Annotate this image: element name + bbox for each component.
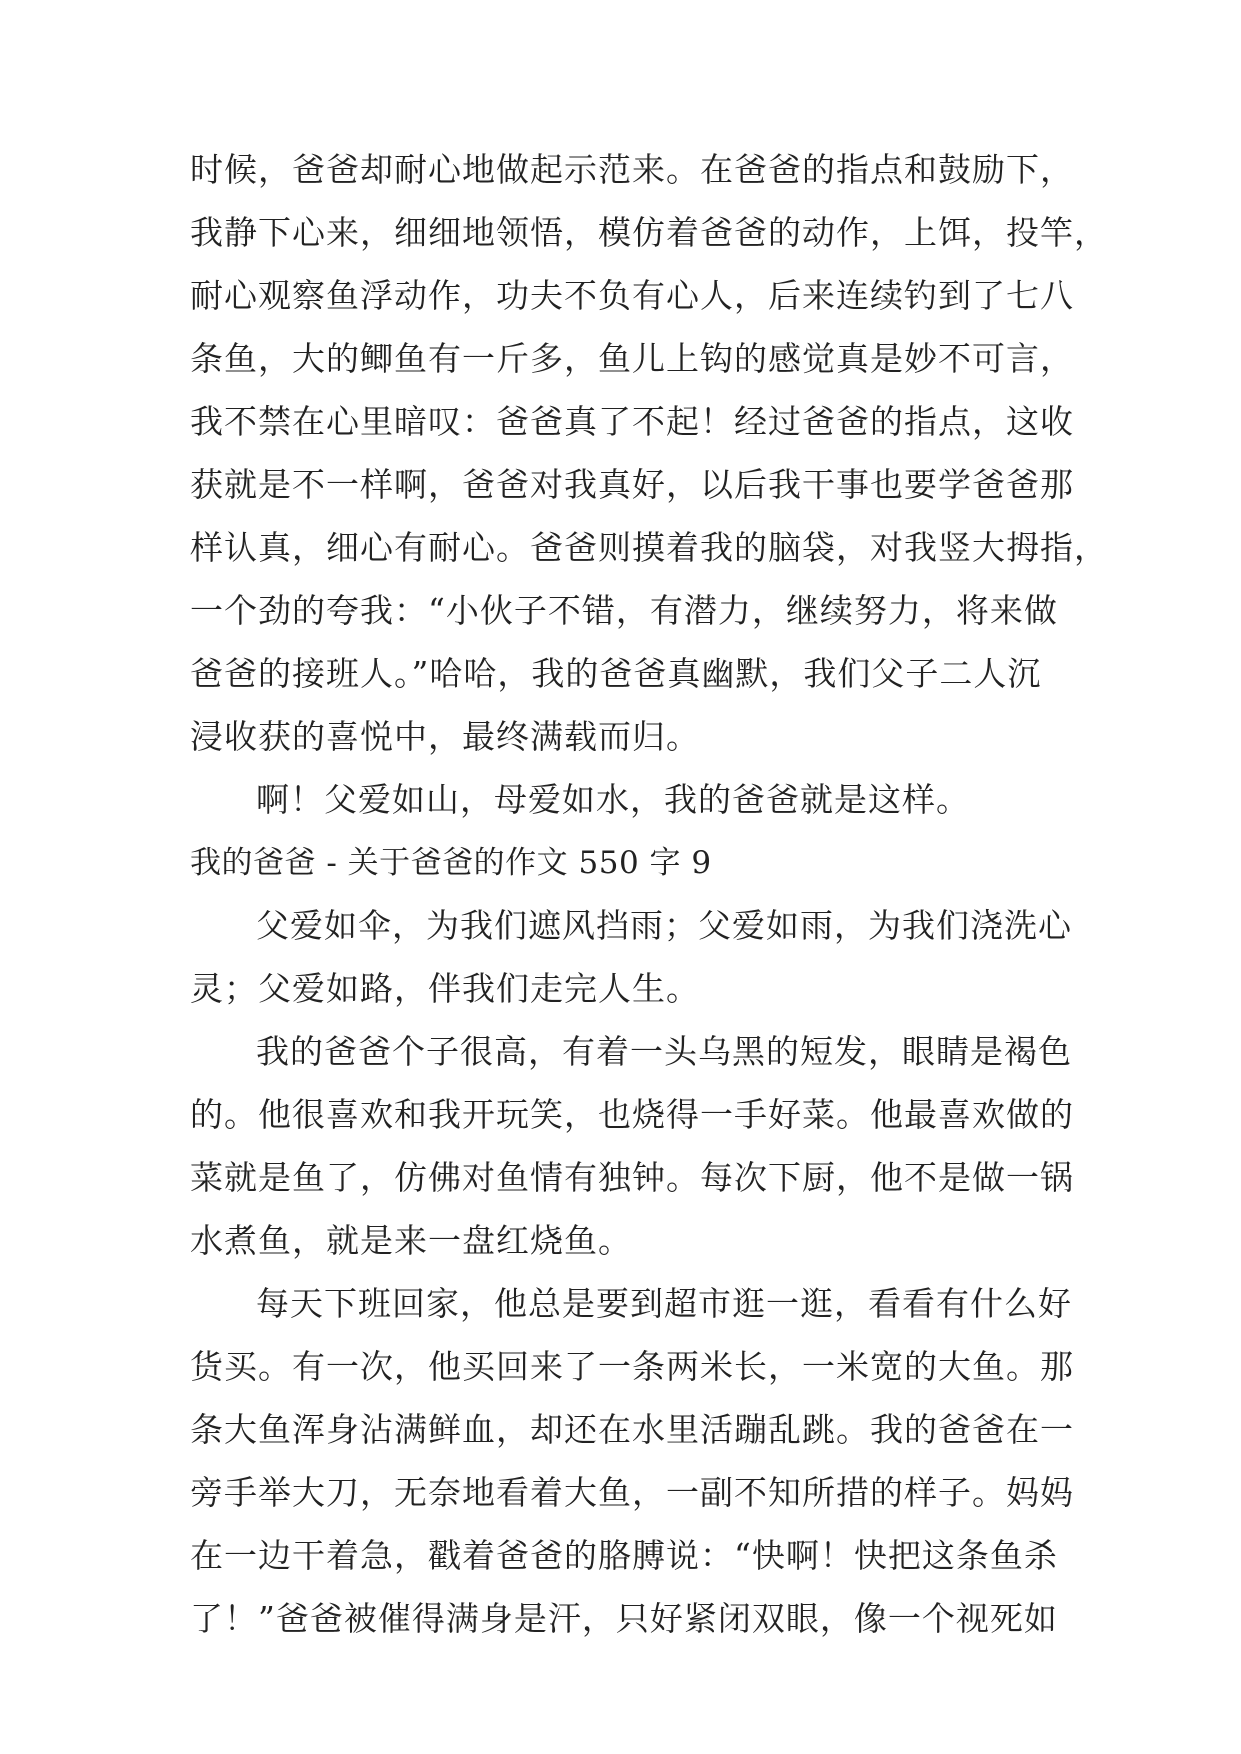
text-line: 啊！父爱如山，母爱如水，我的爸爸就是这样。 [256, 780, 970, 819]
text-line: 货买。有一次，他买回来了一条两米长，一米宽的大鱼。那 [190, 1347, 1074, 1386]
text-line: 父爱如伞，为我们遮风挡雨；父爱如雨，为我们浇洗心 [256, 906, 1072, 945]
text-line: 浸收获的喜悦中，最终满载而归。 [190, 717, 700, 756]
text-line: 在一边干着急，戳着爸爸的胳膊说：“快啊！快把这条鱼杀 [190, 1536, 1058, 1575]
text-line: 时候，爸爸却耐心地做起示范来。在爸爸的指点和鼓励下， [190, 150, 1074, 189]
text-line: 我的爸爸个子很高，有着一头乌黑的短发，眼睛是褐色 [256, 1032, 1072, 1071]
text-line: 我静下心来，细细地领悟，模仿着爸爸的动作，上饵，投竿， [190, 213, 1108, 252]
text-line: 的。他很喜欢和我开玩笑，也烧得一手好菜。他最喜欢做的 [190, 1095, 1074, 1134]
text-line: 耐心观察鱼浮动作，功夫不负有心人，后来连续钓到了七八 [190, 276, 1074, 315]
text-line: 了！”爸爸被催得满身是汗，只好紧闭双眼，像一个视死如 [190, 1599, 1058, 1638]
text-line: 旁手举大刀，无奈地看着大鱼，一副不知所措的样子。妈妈 [190, 1473, 1074, 1512]
text-line: 灵；父爱如路，伴我们走完人生。 [190, 969, 700, 1008]
text-line: 获就是不一样啊，爸爸对我真好，以后我干事也要学爸爸那 [190, 465, 1074, 504]
text-line: 条大鱼浑身沾满鲜血，却还在水里活蹦乱跳。我的爸爸在一 [190, 1410, 1074, 1449]
section-heading: 我的爸爸 - 关于爸爸的作文 550 字 9 [190, 845, 712, 881]
text-line: 水煮鱼，就是来一盘红烧鱼。 [190, 1221, 632, 1260]
text-line: 样认真，细心有耐心。爸爸则摸着我的脑袋，对我竖大拇指， [190, 528, 1108, 567]
text-line: 菜就是鱼了，仿佛对鱼情有独钟。每次下厨，他不是做一锅 [190, 1158, 1074, 1197]
text-line: 我不禁在心里暗叹：爸爸真了不起！经过爸爸的指点，这收 [190, 402, 1074, 441]
text-line: 每天下班回家，他总是要到超市逛一逛，看看有什么好 [256, 1284, 1072, 1323]
text-line: 爸爸的接班人。”哈哈，我的爸爸真幽默，我们父子二人沉 [190, 654, 1042, 693]
text-line: 条鱼，大的鲫鱼有一斤多，鱼儿上钩的感觉真是妙不可言， [190, 339, 1074, 378]
text-line: 一个劲的夸我：“小伙子不错，有潜力，继续努力，将来做 [190, 591, 1058, 630]
